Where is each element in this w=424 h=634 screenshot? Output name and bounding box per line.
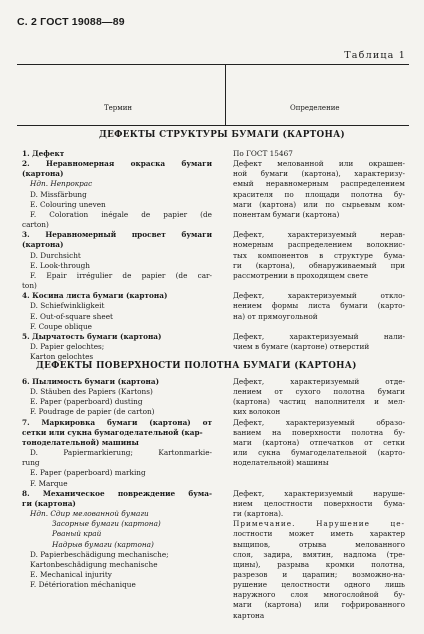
term-entry-5: 5. Дырчатость бумаги (картона) xyxy=(22,331,162,341)
note-line: Примечание. Нарушение це- xyxy=(233,519,405,529)
definition-line: рассмотрении в проходящем свете xyxy=(233,270,369,280)
foreign-term-fr-cont: ton) xyxy=(22,281,37,291)
column-header-definition: Определение xyxy=(290,104,340,112)
foreign-term-en: E. Mechanical injurity xyxy=(30,569,112,579)
definition-spacer xyxy=(233,322,405,332)
term-column-section-1 xyxy=(22,149,212,362)
section-title-surface-defects: ДЕФЕКТЫ ПОВЕРХНОСТИ ПОЛОТНА БУМАГИ (КАРТОНА) xyxy=(36,361,357,371)
definition-line: маги (картона) отпечатков от сетки xyxy=(233,437,405,447)
definition-line: понентам бумаги (картона) xyxy=(233,209,340,219)
foreign-term-de: D. Schiefwinkligkeit xyxy=(30,301,105,311)
definition-spacer xyxy=(233,468,405,478)
definition-spacer xyxy=(233,220,405,230)
term-entry-4: 4. Косина листа бумаги (картона) xyxy=(22,291,168,301)
table-label: Таблица 1 xyxy=(344,50,406,61)
definition-line: на) от прямоугольной xyxy=(233,311,318,321)
column-divider xyxy=(225,64,226,126)
definition-column-section-1 xyxy=(233,149,405,352)
foreign-term-fr: F. Coupe oblique xyxy=(30,321,92,331)
foreign-term-fr: F. Marque xyxy=(30,478,68,488)
definition-line: ги (картона). xyxy=(233,509,284,519)
definition-line: Дефект, характеризуемый нерав- xyxy=(233,230,405,240)
foreign-term-de-cont: Kartonbeschädigung mechanische xyxy=(30,559,158,569)
definition-line: номерным распределением волокнис- xyxy=(233,240,405,250)
definition-line: нением формы листа бумаги (карто- xyxy=(233,301,405,311)
term-entry-6: 6. Пылимость бумаги (картона) xyxy=(22,377,160,386)
definition-line: лением от сухого полотна бумаги xyxy=(233,387,405,397)
foreign-term-fr-cont: carton) xyxy=(22,220,49,230)
definition-line: Дефект, характеризуемый образо- xyxy=(233,417,405,427)
foreign-term-de: D. Durchsicht xyxy=(30,250,81,260)
definition-spacer xyxy=(233,479,405,489)
foreign-term-fr: F. Détérioration méchanique xyxy=(30,580,136,590)
note-line: выщипов, отрыва мелованного xyxy=(233,539,405,549)
definition-line: или сукна бумагоделательной (карто- xyxy=(233,448,405,458)
deprecated-term: Ндп. Сдир мелованной бумаги xyxy=(30,509,149,519)
definition-line: нием целостности поверхности бума- xyxy=(233,498,405,508)
foreign-term-en: E. Paper (paperboard) dusting xyxy=(30,397,143,407)
term-column-section-2 xyxy=(22,377,212,590)
foreign-term-en: E. Colouring uneven xyxy=(30,199,106,209)
foreign-term-en: E. Look-through xyxy=(30,260,90,270)
definition-line: Дефект, характеризуемый откло- xyxy=(233,291,405,301)
deprecated-term: Надрыв бумаги (картона) xyxy=(52,539,154,549)
term-entry-3-cont: (картона) xyxy=(22,240,64,250)
deprecated-term: Засорные бумаги (картона) xyxy=(52,519,161,529)
foreign-term-de: D. Papier gelochtes; xyxy=(30,341,105,351)
foreign-term-de: D. Missfärbung xyxy=(30,189,87,199)
foreign-term-de-cont: rung xyxy=(22,458,40,468)
table-top-rule xyxy=(17,64,409,65)
definition-line: Дефект, характеризуемый нали- xyxy=(233,331,405,341)
definition-line: красителя по площади полотна бу- xyxy=(233,189,405,199)
term-entry-7-cont: сетки или сукна бумагоделательной (кар- xyxy=(22,427,203,437)
foreign-term-de-cont: Karton gelochtes xyxy=(30,352,94,362)
note-line: маги (картона) или гофрированного xyxy=(233,600,405,610)
term-entry-7-cont: тоноделательной) машины xyxy=(22,437,139,447)
term-entry-2: 2. Неравномерная окраска бумаги xyxy=(22,159,212,169)
note-line: наружного слоя многослойной бу- xyxy=(233,590,405,600)
foreign-term-de: D. Papierbeschädigung mechanische; xyxy=(30,549,169,559)
definition-line: ной бумаги (картона), характеризу- xyxy=(233,169,405,179)
definition-line: Дефект, характеризуемый наруше- xyxy=(233,488,405,498)
column-header-term: Термин xyxy=(104,104,133,112)
definition-line: ги (картона), обнаруживаемый при xyxy=(233,260,405,270)
deprecated-term: Ндп. Непрокрас xyxy=(30,179,93,189)
definition-line: тых компонентов в структуре бума- xyxy=(233,250,405,260)
term-entry-2-cont: (картона) xyxy=(22,169,64,179)
note-line: лостности может иметь характер xyxy=(233,529,405,539)
definition-line: ких волокон xyxy=(233,407,281,417)
foreign-term-en: E. Out-of-square sheet xyxy=(30,311,113,321)
foreign-term-en: E. Paper (paperboard) marking xyxy=(30,468,146,478)
definition-line: ванием на поверхности полотна бу- xyxy=(233,427,405,437)
header-bottom-rule xyxy=(17,125,409,126)
page-reference: С. 2 ГОСТ 19088—89 xyxy=(17,16,125,28)
term-entry-7: 7. Маркировка бумаги (картона) от xyxy=(22,417,212,427)
note-line: слоя, задира, вмятин, надлома (тре- xyxy=(233,549,405,559)
deprecated-term: Рваный край xyxy=(52,529,102,539)
definition-line: емый неравномерным распределением xyxy=(233,179,405,189)
note-line: картона xyxy=(233,610,265,620)
note-line: разрезов и царапин; возможно-на- xyxy=(233,569,405,579)
term-entry-8-cont: ги (картона) xyxy=(22,498,76,508)
definition-line: маги (картона) или по сырьевым ком- xyxy=(233,199,405,209)
term-entry-8: 8. Механическое повреждение бума- xyxy=(22,488,212,498)
term-entry-1: 1. Дефект xyxy=(22,149,65,158)
note-line: рушение целостности одного лишь xyxy=(233,580,405,590)
foreign-term-de: D. Stäuben des Papiers (Kartons) xyxy=(30,387,153,397)
definition-column-section-2 xyxy=(233,377,405,621)
foreign-term-fr: F. Epair irrégulier de papier (de car- xyxy=(30,270,212,280)
definition-line: По ГОСТ 15467 xyxy=(233,149,293,158)
section-title-structure-defects: ДЕФЕКТЫ СТРУКТУРЫ БУМАГИ (КАРТОНА) xyxy=(99,130,345,140)
foreign-term-fr: F. Poudrage de papier (de carton) xyxy=(30,407,155,417)
definition-line: (картона) частиц наполнителя и мел- xyxy=(233,397,405,407)
foreign-term-de: D. Papiermarkierung; Kartonmarkie- xyxy=(30,448,212,458)
term-entry-3: 3. Неравномерный просвет бумаги xyxy=(22,230,212,240)
definition-line: ноделательной) машины xyxy=(233,458,329,468)
definition-line: Дефект, характеризуемый отде- xyxy=(233,377,405,386)
definition-line: Дефект мелованной или окрашен- xyxy=(233,159,405,169)
note-line: щины), разрыва кромки полотна, xyxy=(233,559,405,569)
foreign-term-fr: F. Coloration inégale de papier (de xyxy=(30,209,212,219)
definition-spacer xyxy=(233,281,405,291)
definition-line: чием в бумаге (картоне) отверстий xyxy=(233,341,370,351)
